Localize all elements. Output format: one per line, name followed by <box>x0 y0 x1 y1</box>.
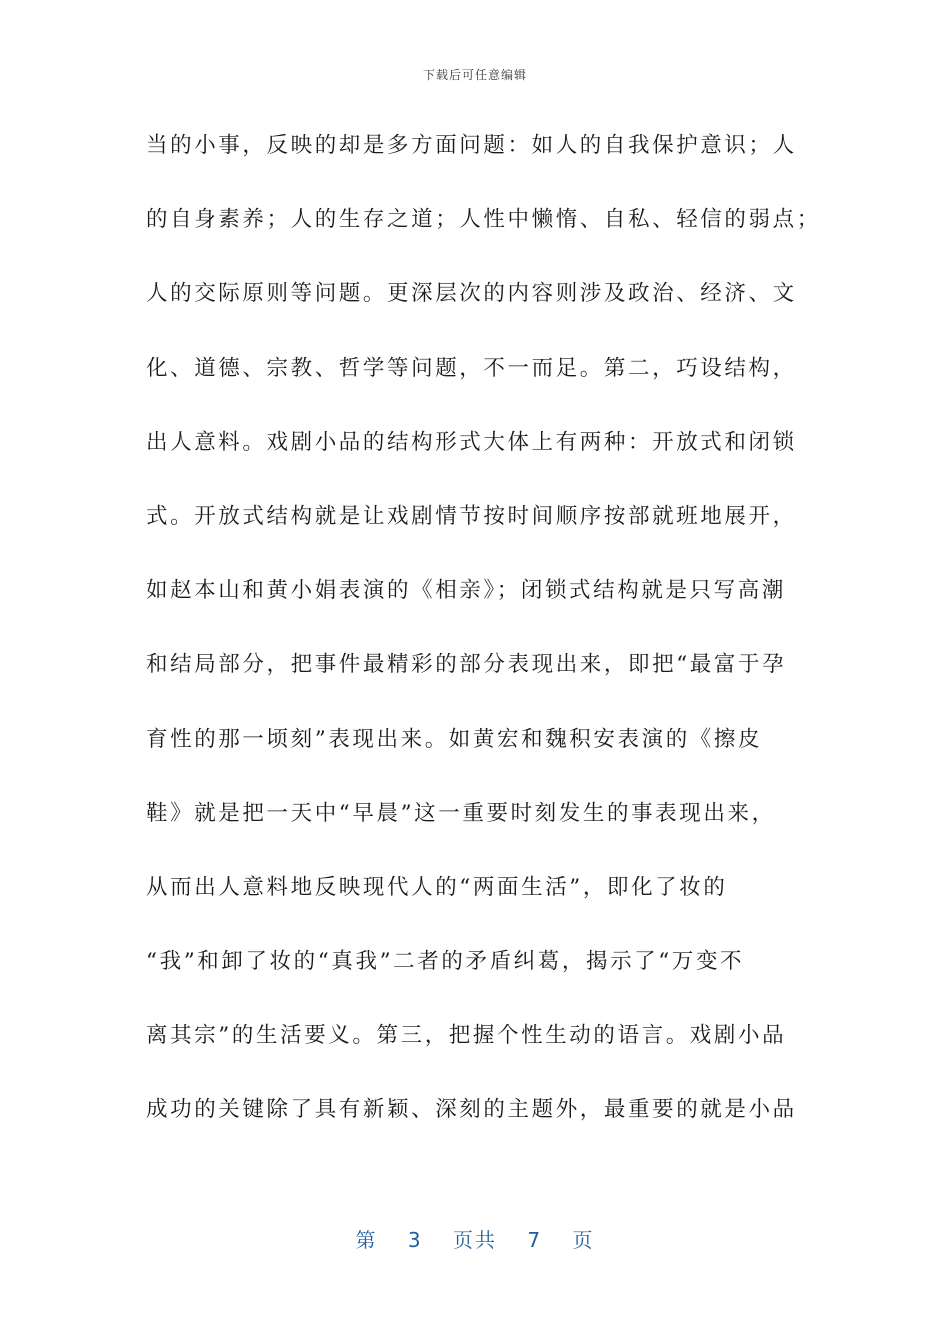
body-line: 式。开放式结构就是让戏剧情节按时间顺序按部就班地展开， <box>146 503 797 529</box>
footer-label-end: 页 <box>572 1228 595 1252</box>
footer-label-of: 页共 <box>453 1228 497 1252</box>
body-line: “我”和卸了妆的“真我”二者的矛盾纠葛，揭示了“万变不 <box>146 949 745 975</box>
body-line: 当的小事，反映的却是多方面问题：如人的自我保护意识；人 <box>146 133 797 158</box>
current-page-number: 3 <box>407 1228 423 1252</box>
page-footer <box>0 1224 950 1253</box>
page-header <box>0 66 950 83</box>
body-line: 出人意料。戏剧小品的结构形式大体上有两种：开放式和闭锁 <box>146 429 797 455</box>
body-line: 从而出人意料地反映现代人的“两面生活”，即化了妆的 <box>146 874 728 900</box>
body-line: 化、道德、宗教、哲学等问题，不一而足。第二，巧设结构， <box>146 355 797 381</box>
total-pages-number: 7 <box>527 1228 543 1252</box>
body-line: 和结局部分，把事件最精彩的部分表现出来，即把“最富于孕 <box>146 652 787 678</box>
document-body <box>146 122 821 1161</box>
body-line: 的自身素养；人的生存之道；人性中懒惰、自私、轻信的弱点； <box>146 207 821 233</box>
body-line: 如赵本山和黄小娟表演的《相亲》；闭锁式结构就是只写高潮 <box>146 578 786 604</box>
body-line: 离其宗”的生活要义。第三，把握个性生动的语言。戏剧小品 <box>146 1023 787 1049</box>
header-note: 下载后可任意编辑 <box>422 68 527 82</box>
body-line: 鞋》就是把一天中“早晨”这一重要时刻发生的事表现出来， <box>146 800 776 826</box>
body-line: 人的交际原则等问题。更深层次的内容则涉及政治、经济、文 <box>146 281 797 307</box>
footer-label-page: 第 <box>355 1228 378 1252</box>
body-line: 成功的关键除了具有新颖、深刻的主题外，最重要的就是小品 <box>146 1097 797 1123</box>
body-line: 育性的那一顷刻”表现出来。如黄宏和魏积安表演的《擦皮 <box>146 726 763 752</box>
